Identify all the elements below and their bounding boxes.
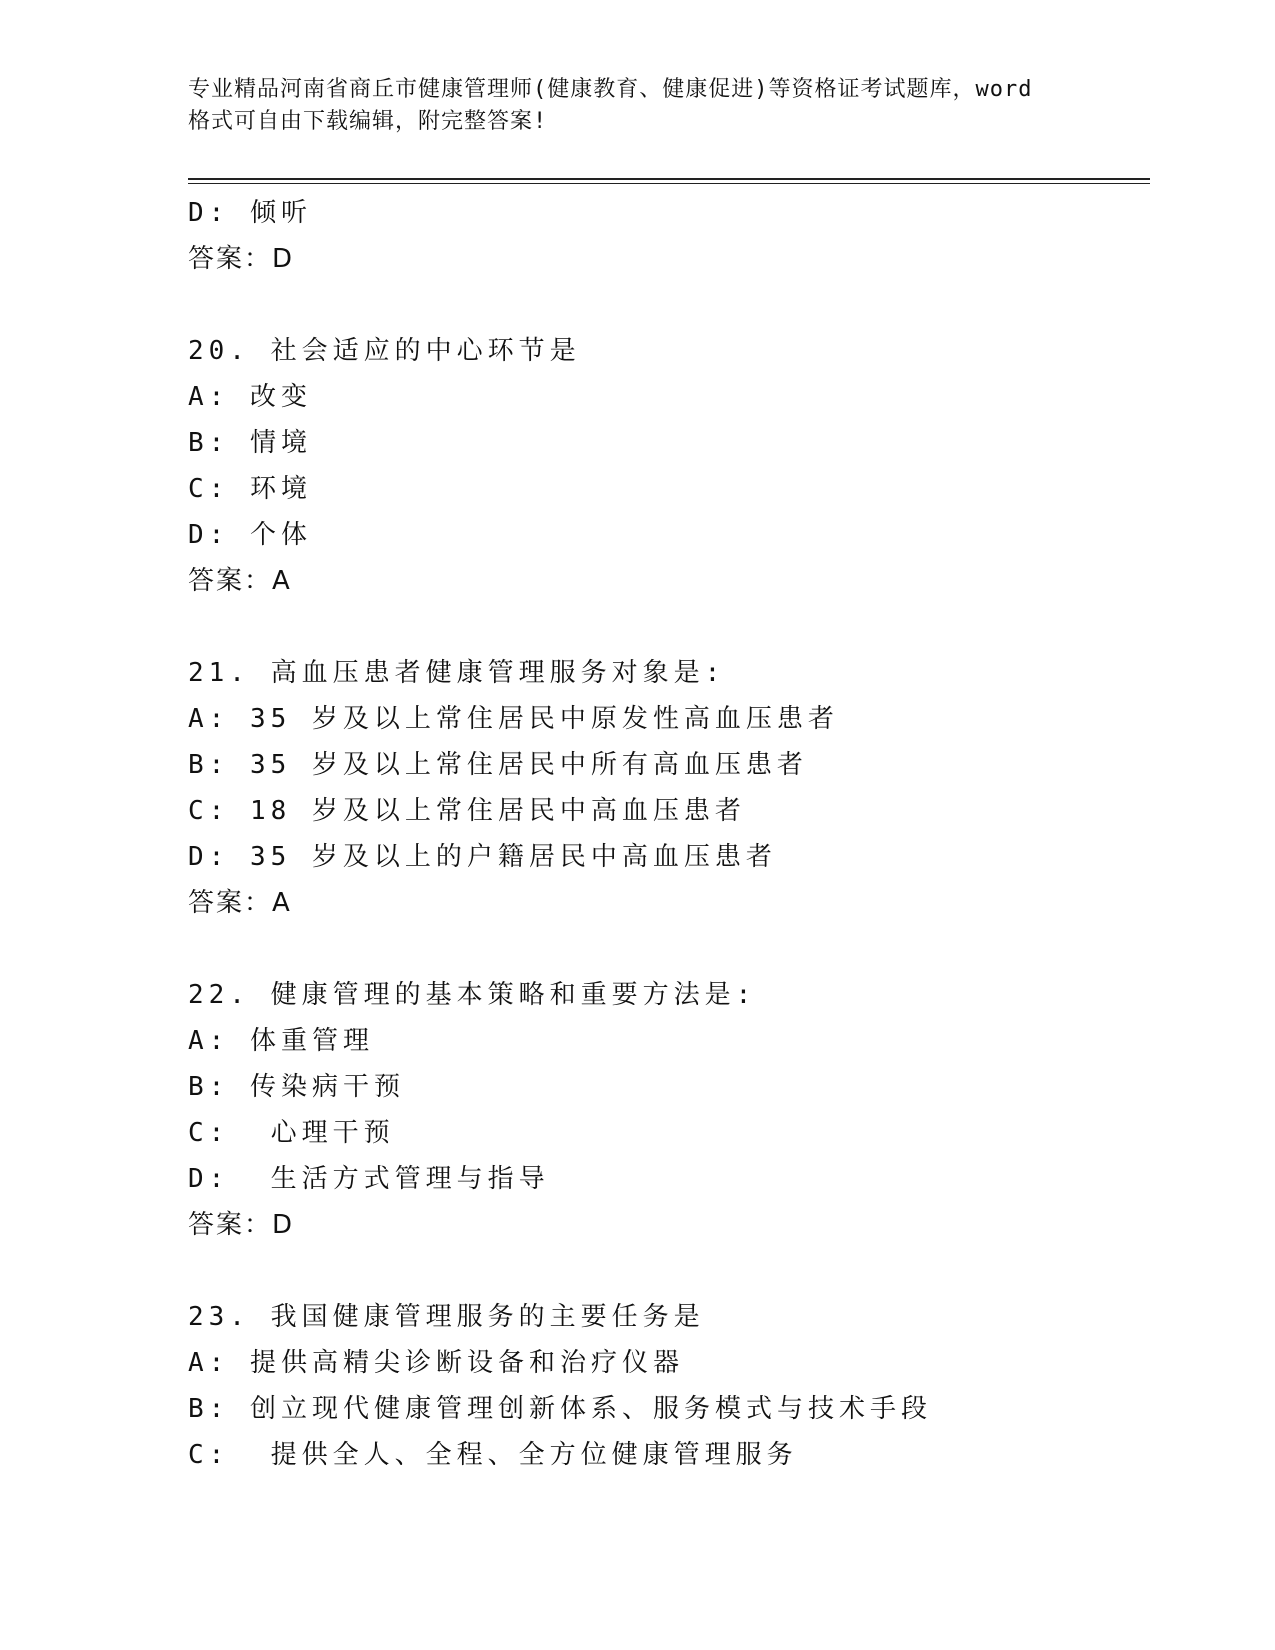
spacer [188,1248,1138,1294]
spacer [188,926,1138,972]
option-b: B: 传染病干预 [188,1072,405,1102]
question-19-tail [188,190,1138,282]
option-c: C: 18 岁及以上常住居民中高血压患者 [188,796,746,826]
option-a: A: 提供高精尖诊断设备和治疗仪器 [188,1348,684,1378]
answer-line: 答案：D [188,244,295,274]
answer-line: 答案：A [188,888,292,918]
question-stem: 21. 高血压患者健康管理服务对象是: [188,658,726,688]
option-d: D: 35 岁及以上的户籍居民中高血压患者 [188,842,777,872]
option-a: A: 体重管理 [188,1026,374,1056]
header-line-1: 专业精品河南省商丘市健康管理师(健康教育、健康促进)等资格证考试题库，word [188,77,1033,102]
question-23 [188,1294,1138,1478]
spacer [188,282,1138,328]
document-header [188,74,1088,138]
question-stem: 23. 我国健康管理服务的主要任务是 [188,1302,705,1332]
question-21 [188,650,1138,926]
option-b: B: 情境 [188,428,312,458]
option-c: C: 心理干预 [188,1118,395,1148]
option-d: D: 个体 [188,520,312,550]
option-d: D: 倾听 [188,198,312,228]
option-c: C: 环境 [188,474,312,504]
option-a: A: 35 岁及以上常住居民中原发性高血压患者 [188,704,839,734]
spacer [188,604,1138,650]
option-b: B: 35 岁及以上常住居民中所有高血压患者 [188,750,808,780]
question-stem: 20. 社会适应的中心环节是 [188,336,581,366]
question-stem: 22. 健康管理的基本策略和重要方法是: [188,980,757,1010]
answer-line: 答案：A [188,566,292,596]
header-line-2: 格式可自由下载编辑，附完整答案! [188,109,548,134]
question-22 [188,972,1138,1248]
header-divider-thick [188,178,1150,180]
option-d: D: 生活方式管理与指导 [188,1164,550,1194]
option-c: C: 提供全人、全程、全方位健康管理服务 [188,1440,798,1470]
option-b: B: 创立现代健康管理创新体系、服务模式与技术手段 [188,1394,932,1424]
option-a: A: 改变 [188,382,312,412]
question-list [188,190,1138,1478]
header-divider-thin [188,183,1150,184]
answer-line: 答案：D [188,1210,295,1240]
question-20 [188,328,1138,604]
